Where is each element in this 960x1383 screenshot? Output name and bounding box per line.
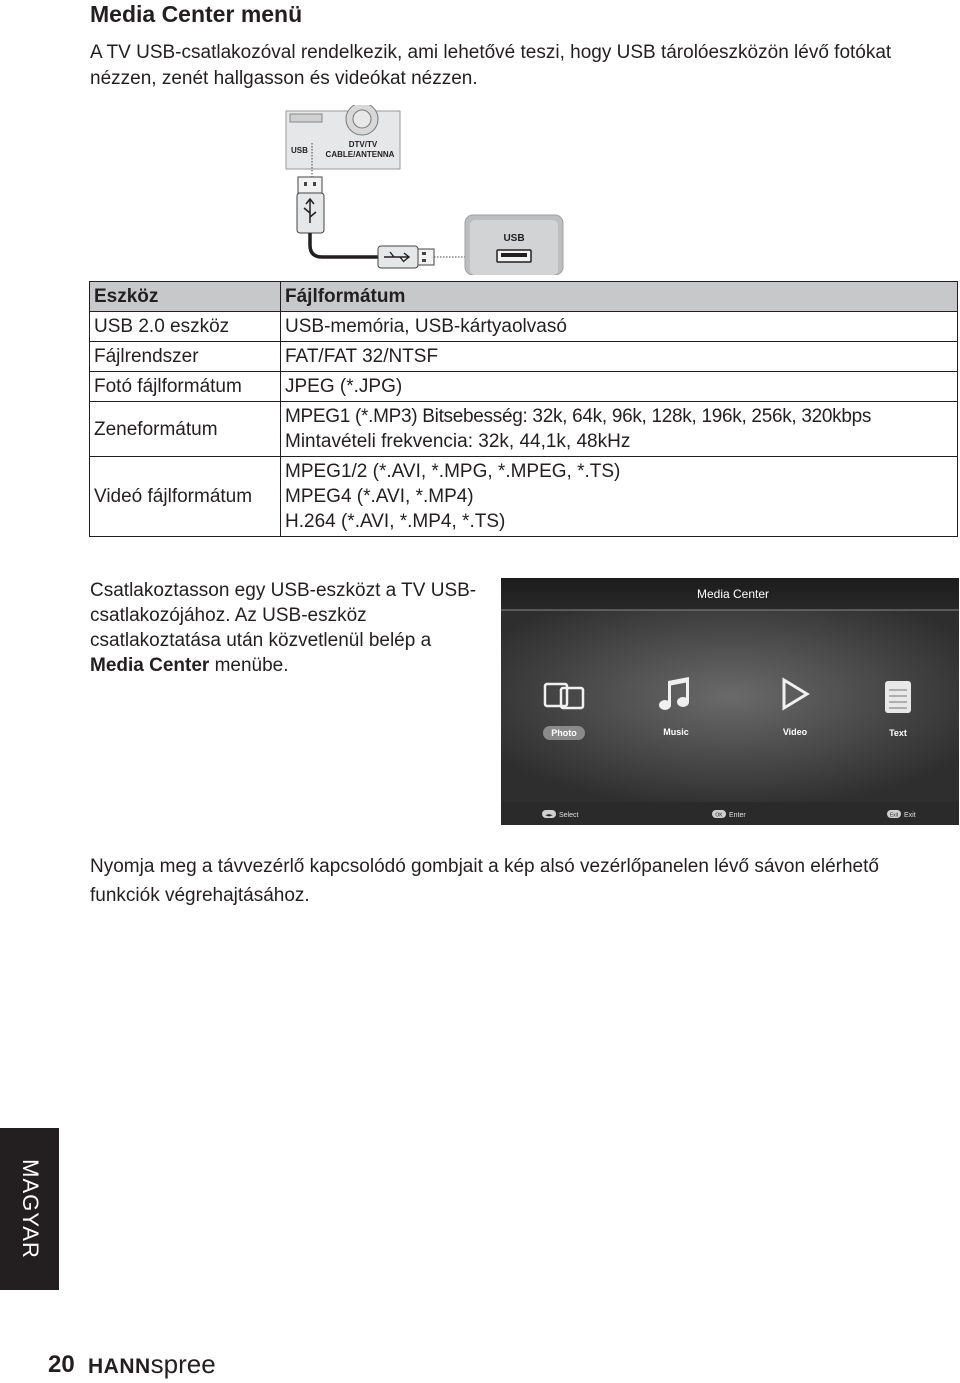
brand-light: spree (150, 1349, 216, 1379)
footer-select (542, 810, 579, 819)
table-cell-value: FAT/FAT 32/NTSF (281, 342, 958, 372)
footer-enter (712, 810, 746, 819)
language-side-tab (0, 1128, 59, 1290)
table-cell-label: USB 2.0 eszköz (90, 312, 281, 342)
table-cell-line: MPEG1/2 (*.AVI, *.MPG, *.MPEG, *.TS) (285, 461, 621, 482)
table-cell-line: MPEG4 (*.AVI, *.MP4) (285, 486, 474, 507)
menu-label-video: Video (782, 727, 808, 737)
device-usb-label: USB (503, 233, 525, 244)
table-cell-line: Mintavételi frekvencia: 32k, 44,1k, 48kHz (285, 431, 631, 452)
brand-logo (88, 1349, 216, 1380)
table-cell-label: Videó fájlformátum (90, 457, 281, 537)
table-row (90, 342, 958, 372)
table-row (90, 402, 958, 457)
table-header-row (90, 282, 958, 312)
remote-instructions: Nyomja meg a távvezérlő kapcsolódó gombjait a kép alsó vezérlőpanelen lévő sávon elérhető funkciók végrehajtásához. (90, 856, 879, 906)
menu-label-music: Music (663, 727, 689, 737)
usb-connection-diagram (260, 105, 580, 275)
brand-bold: HANN (88, 1355, 151, 1378)
table-cell-value: USB-memória, USB-kártyaolvasó (281, 312, 958, 342)
page-title: Media Center menü (90, 1, 303, 27)
table-header-format: Fájlformátum (281, 282, 958, 312)
footer-label-enter: Enter (729, 812, 746, 819)
media-center-screen (501, 578, 959, 825)
tv-usb-port-label: USB (291, 146, 308, 155)
connect-text-start: Csatlakoztasson egy USB-eszközt a TV USB-csatlakozójához. Az USB-eszköz csatlakoztatása után közvetlenül belép a (90, 580, 477, 651)
table-header-device: Eszköz (90, 282, 281, 312)
table-cell-value (281, 402, 958, 457)
tv-antenna-label-2: CABLE/ANTENNA (325, 150, 395, 159)
table-row (90, 312, 958, 342)
table-cell-line: H.264 (*.AVI, *.MP4, *.TS) (285, 511, 506, 532)
media-center-bold: Media Center (90, 655, 210, 676)
key-exit-icon: Exit (889, 812, 899, 819)
table-cell-label: Zeneformátum (90, 402, 281, 457)
table-row (90, 457, 958, 537)
connect-text-end: menübe. (209, 655, 289, 676)
key-ok-icon: OK (715, 812, 723, 819)
page-number: 20 (48, 1351, 75, 1378)
menu-label-text: Text (889, 728, 907, 738)
table-cell-label: Fájlrendszer (90, 342, 281, 372)
side-tab-label: MAGYAR (17, 1159, 43, 1259)
intro-paragraph: A TV USB-csatlakozóval rendelkezik, ami lehetővé teszi, hogy USB tárolóeszközön lévő fotókat nézzen, zenét hallgasson és videókat nézzen. (90, 42, 892, 89)
menu-label-photo: Photo (551, 728, 577, 738)
table-row (90, 372, 958, 402)
footer-label-exit: Exit (904, 812, 916, 819)
table-cell-value: JPEG (*.JPG) (281, 372, 958, 402)
text-document-icon (885, 681, 911, 713)
table-cell-label: Fotó fájlformátum (90, 372, 281, 402)
table-cell-line: MPEG1 (*.MP3) Bitsebesség: 32k, 64k, 96k, 128k, 196k, 256k, 320kbps (285, 406, 872, 427)
usb-spec-table (89, 281, 958, 537)
table-cell-value (281, 457, 958, 537)
media-center-title: Media Center (696, 587, 770, 601)
connect-instructions (90, 578, 485, 678)
footer-label-select: Select (559, 812, 579, 819)
key-select-icon: ◄► (545, 812, 553, 819)
tv-antenna-label-1: DTV/TV (348, 140, 378, 149)
